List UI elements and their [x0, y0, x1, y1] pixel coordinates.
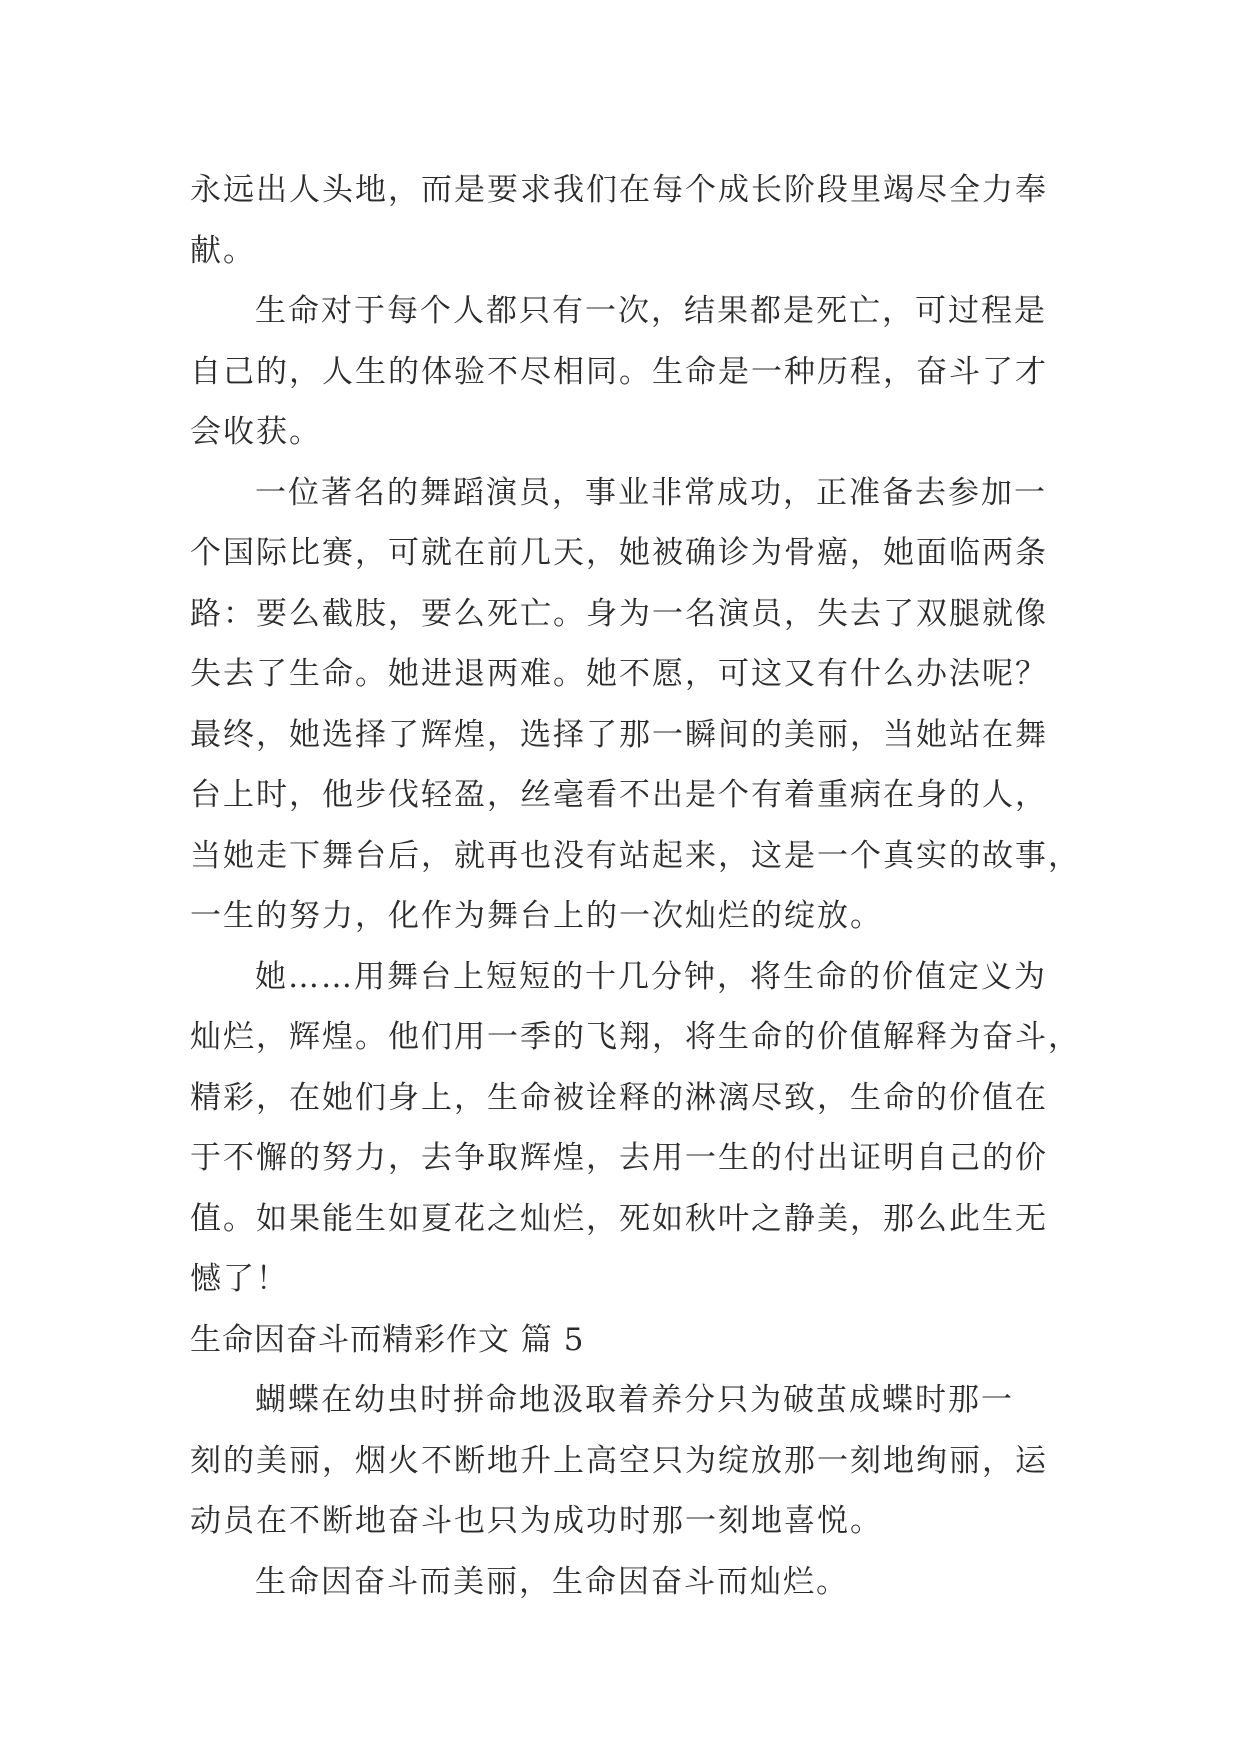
text-line: 生命因奋斗而美丽，生命因奋斗而灿烂。 [255, 1563, 849, 1600]
text-line: 值。如果能生如夏花之灿烂，死如秋叶之静美，那么此生无 [190, 1200, 1048, 1237]
text-line: 永远出人头地，而是要求我们在每个成长阶段里竭尽全力奉 [190, 172, 1048, 208]
text-line: 精彩，在她们身上，生命被诠释的淋漓尽致，生命的价值在 [190, 1079, 1048, 1116]
text-line: 动员在不断地奋斗也只为成功时那一刻地喜悦。 [190, 1503, 883, 1539]
text-line: 她……用舞台上短短的十几分钟，将生命的价值定义为 [255, 958, 1047, 995]
text-line: 一生的努力，化作为舞台上的一次灿烂的绽放。 [190, 898, 883, 934]
text-line: 生命对于每个人都只有一次，结果都是死亡，可过程是 [255, 293, 1047, 329]
text-line: 一位著名的舞蹈演员，事业非常成功，正准备去参加一 [255, 474, 1047, 511]
text-line: 灿烂，辉煌。他们用一季的飞翔，将生命的价值解释为奋斗， [190, 1019, 1081, 1055]
section-heading: 生命因奋斗而精彩作文 篇 5 [190, 1321, 585, 1358]
text-line: 会收获。 [190, 414, 322, 450]
text-line: 刻的美丽，烟火不断地升上高空只为绽放那一刻地绚丽，运 [190, 1442, 1048, 1479]
text-line: 最终，她选择了辉煌，选择了那一瞬间的美丽，当她站在舞 [190, 716, 1048, 753]
text-line: 憾了！ [190, 1261, 289, 1297]
text-line: 于不懈的努力，去争取辉煌，去用一生的付出证明自己的价 [190, 1140, 1048, 1176]
text-line: 蝴蝶在幼虫时拼命地汲取着养分只为破茧成蝶时那一 [255, 1382, 1014, 1418]
text-line: 当她走下舞台后，就再也没有站起来，这是一个真实的故事， [190, 837, 1081, 874]
text-line: 失去了生命。她进退两难。她不愿，可这又有什么办法呢？ [190, 656, 1048, 692]
text-line: 个国际比赛，可就在前几天，她被确诊为骨癌，她面临两条 [190, 535, 1048, 571]
text-line: 路：要么截肢，要么死亡。身为一名演员，失去了双腿就像 [190, 595, 1048, 632]
text-line: 台上时，他步伐轻盈，丝毫看不出是个有着重病在身的人， [190, 777, 1048, 813]
text-line: 自己的，人生的体验不尽相同。生命是一种历程，奋斗了才 [190, 353, 1048, 390]
text-line: 献。 [190, 232, 256, 269]
body-text [190, 160, 1081, 1612]
